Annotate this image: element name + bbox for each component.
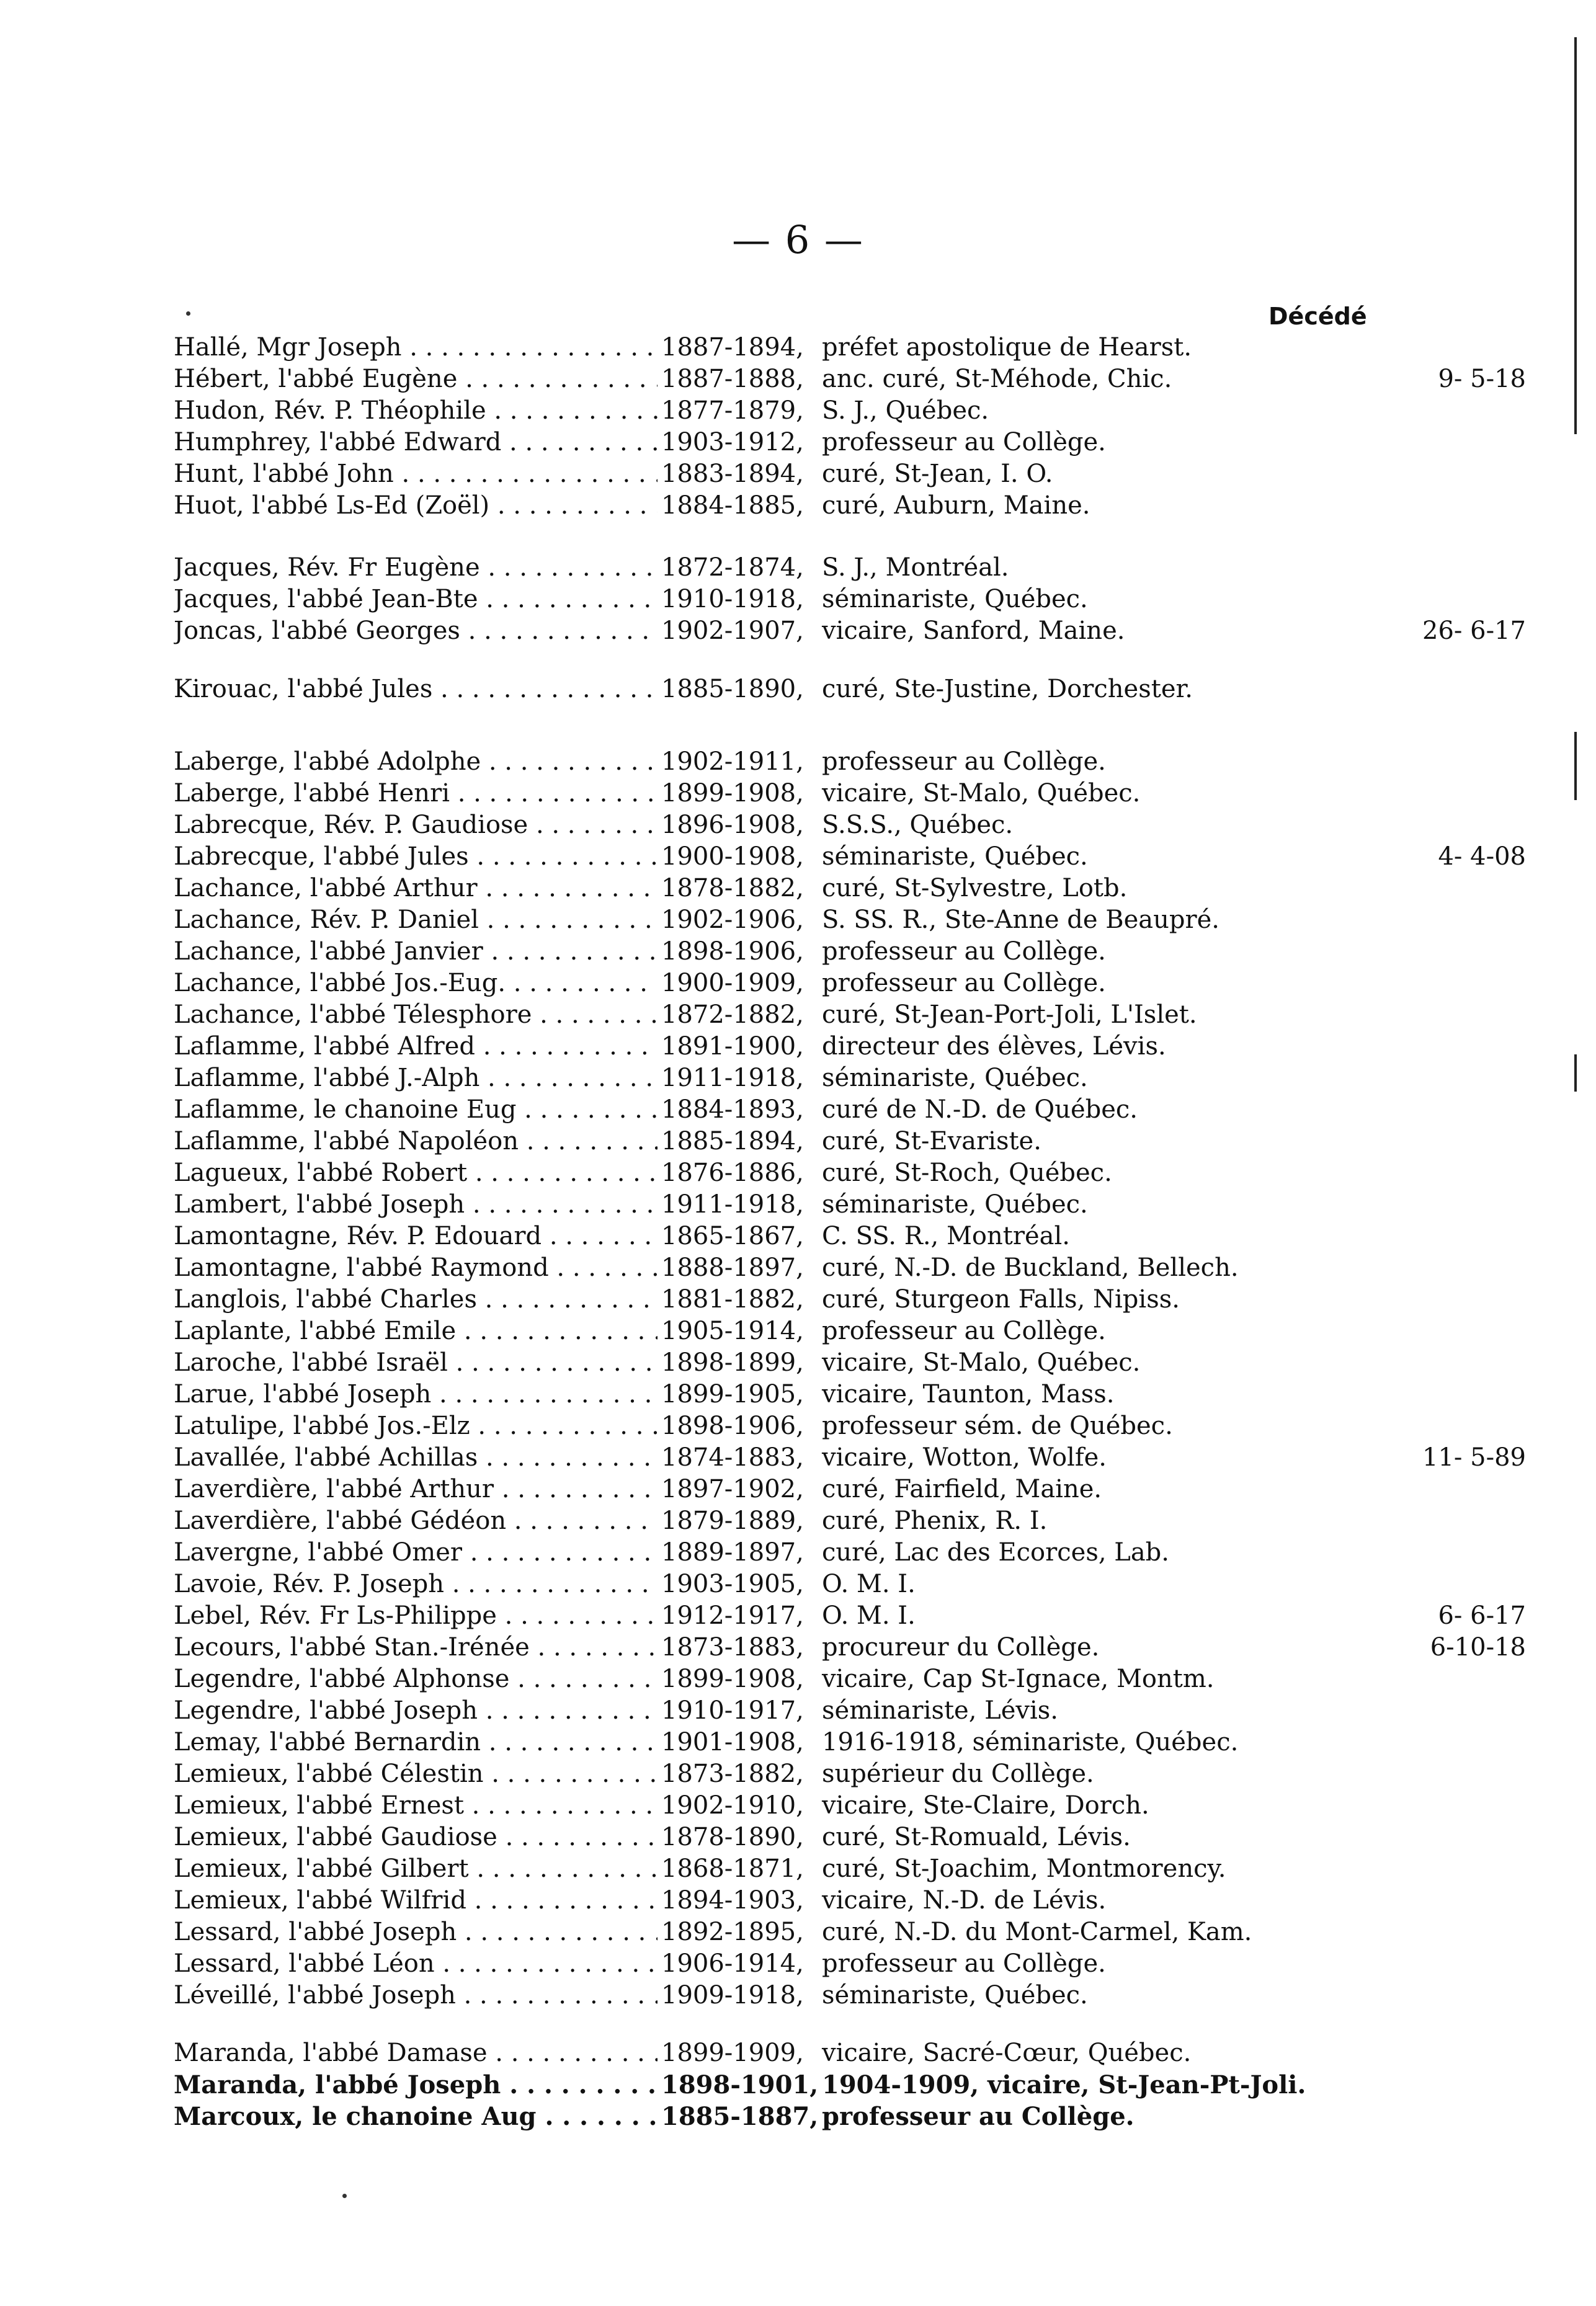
entry-row (174, 1727, 1526, 1758)
entry-years: 1884-1893, (661, 1094, 808, 1126)
entry-info: vicaire, St-Malo, Québec. (822, 1348, 1141, 1377)
entry-years: 1881-1882, (661, 1284, 808, 1315)
entry-row (174, 363, 1526, 395)
entry-row (174, 1284, 1526, 1315)
entry-name: Lachance, l'abbé Télesphore . . . (174, 999, 658, 1031)
entry-row (174, 1031, 1526, 1062)
entry-name: Hunt, l'abbé John . . . (174, 458, 658, 490)
entry-info: O. M. I. (822, 1601, 916, 1630)
entry-info: séminariste, Québec. (822, 585, 1088, 613)
entry-name: Laberge, l'abbé Henri . . . (174, 778, 658, 809)
entry-info: S. J., Montréal. (822, 553, 1009, 582)
entry-row (174, 1885, 1526, 1916)
stray-dot (186, 311, 190, 316)
entry-name: Lemieux, l'abbé Wilfrid . . . (174, 1885, 658, 1916)
entry-years: 1898-1899, (661, 1347, 808, 1379)
entry-row (174, 1062, 1526, 1094)
entry-row (174, 1758, 1526, 1790)
entry-years: 1902-1910, (661, 1790, 808, 1822)
entry-row (174, 1505, 1526, 1537)
section-k (174, 674, 1526, 705)
entry-row (174, 841, 1526, 873)
entry-info: curé, St-Evariste. (822, 1127, 1041, 1155)
entry-row (174, 1189, 1526, 1221)
entry-row (174, 1347, 1526, 1379)
entry-died: 6- 6-17 (1438, 1601, 1526, 1630)
entry-info: 1916-1918, séminariste, Québec. (822, 1728, 1239, 1756)
entry-years: 1894-1903, (661, 1885, 808, 1916)
entry-name: Lessard, l'abbé Léon . . . (174, 1948, 658, 1980)
entry-name: Lachance, Rév. P. Daniel . . . (174, 904, 658, 936)
entry-info: curé, Auburn, Maine. (822, 491, 1090, 520)
entry-name: Lemieux, l'abbé Gilbert . . . (174, 1853, 658, 1885)
entry-name: Lecours, l'abbé Stan.-Irénée . . . (174, 1632, 658, 1663)
entry-died: 9- 5-18 (1438, 365, 1526, 393)
entry-info: curé, St-Jean, I. O. (822, 460, 1053, 488)
entry-years: 1901-1908, (661, 1727, 808, 1758)
entry-name: Laflamme, l'abbé Alfred . . . (174, 1031, 658, 1062)
entry-name: Langlois, l'abbé Charles . . . (174, 1284, 658, 1315)
entry-years: 1865-1867, (661, 1221, 808, 1252)
entry-row (174, 1663, 1526, 1695)
entry-info: curé, N.-D. du Mont-Carmel, Kam. (822, 1918, 1252, 1946)
entry-info: curé, St-Jean-Port-Joli, L'Islet. (822, 1000, 1197, 1029)
entry-years: 1903-1912, (661, 427, 808, 458)
entry-info: curé, St-Sylvestre, Lotb. (822, 874, 1128, 902)
entry-row (174, 1537, 1526, 1569)
entry-row (174, 1916, 1526, 1948)
entry-info: professeur au Collège. (822, 1949, 1106, 1978)
entry-name: Lavoie, Rév. P. Joseph . . . (174, 1569, 658, 1600)
entry-name: Lessard, l'abbé Joseph . . . (174, 1916, 658, 1948)
entry-name: Lemieux, l'abbé Gaudiose . . . (174, 1822, 658, 1853)
entry-row (174, 1980, 1526, 2011)
entry-died: 11- 5-89 (1422, 1443, 1526, 1472)
entry-info: séminariste, Québec. (822, 1190, 1088, 1219)
entry-name: Latulipe, l'abbé Jos.-Elz . . . (174, 1410, 658, 1442)
entry-name: Legendre, l'abbé Joseph . . . (174, 1695, 658, 1727)
entry-info: professeur sém. de Québec. (822, 1412, 1173, 1440)
entry-years: 1899-1905, (661, 1379, 808, 1410)
entry-name: Hallé, Mgr Joseph . . . (174, 332, 658, 363)
entry-info: C. SS. R., Montréal. (822, 1222, 1070, 1250)
entry-info: professeur au Collège. (822, 969, 1106, 997)
entry-info: S. J., Québec. (822, 396, 989, 425)
entry-info: curé de N.-D. de Québec. (822, 1095, 1138, 1124)
entry-years: 1889-1897, (661, 1537, 808, 1569)
section-h (174, 332, 1526, 522)
entry-row (174, 1221, 1526, 1252)
entry-info: curé, St-Roch, Québec. (822, 1159, 1112, 1187)
entry-years: 1898-1901, (661, 2069, 822, 2101)
entry-info: vicaire, N.-D. de Lévis. (822, 1886, 1107, 1915)
entry-info: séminariste, Québec. (822, 1981, 1088, 2010)
entry-years: 1906-1914, (661, 1948, 808, 1980)
entry-years: 1891-1900, (661, 1031, 808, 1062)
entry-name: Hébert, l'abbé Eugène . . . (174, 363, 658, 395)
entry-name: Lavergne, l'abbé Omer . . . (174, 1537, 658, 1569)
entry-years: 1878-1890, (661, 1822, 808, 1853)
entry-name: Lamontagne, l'abbé Raymond . . . (174, 1252, 658, 1284)
entry-row (174, 873, 1526, 904)
entry-name: Laflamme, l'abbé J.-Alph . . . (174, 1062, 658, 1094)
entry-info: S.S.S., Québec. (822, 811, 1014, 839)
entry-row (174, 1379, 1526, 1410)
entry-name: Larue, l'abbé Joseph . . . (174, 1379, 658, 1410)
entry-info: vicaire, Sacré-Cœur, Québec. (822, 2039, 1192, 2067)
entry-name: Lavallée, l'abbé Achillas . . . (174, 1442, 658, 1474)
entry-years: 1896-1908, (661, 809, 808, 841)
section-l (174, 746, 1526, 2011)
entry-row (174, 1094, 1526, 1126)
entry-row (174, 1157, 1526, 1189)
entry-years: 1888-1897, (661, 1252, 808, 1284)
entry-info: professeur au Collège. (822, 2102, 1135, 2131)
entry-name: Lachance, l'abbé Jos.-Eug. . . . (174, 968, 658, 999)
entry-row (174, 1252, 1526, 1284)
entry-info: directeur des élèves, Lévis. (822, 1032, 1166, 1061)
entry-info: séminariste, Lévis. (822, 1696, 1059, 1725)
entry-info: vicaire, Sanford, Maine. (822, 617, 1125, 645)
entry-years: 1885-1887, (661, 2101, 822, 2132)
entry-info: S. SS. R., Ste-Anne de Beaupré. (822, 906, 1220, 934)
column-header-deceased: Décédé (1268, 303, 1367, 330)
page-number: — 6 — (732, 217, 864, 262)
margin-rule-lower (1574, 1054, 1577, 1092)
entry-years: 1899-1908, (661, 1663, 808, 1695)
entry-years: 1899-1909, (661, 2037, 808, 2069)
entry-row (174, 427, 1526, 458)
entry-name: Lemieux, l'abbé Ernest . . . (174, 1790, 658, 1822)
entry-years: 1905-1914, (661, 1315, 808, 1347)
entry-years: 1900-1909, (661, 968, 808, 999)
entry-info: préfet apostolique de Hearst. (822, 333, 1192, 362)
entry-name: Maranda, l'abbé Joseph . . . (174, 2069, 658, 2101)
entry-years: 1868-1871, (661, 1853, 808, 1885)
entry-row (174, 1410, 1526, 1442)
entry-row (174, 395, 1526, 427)
entry-years: 1912-1917, (661, 1600, 808, 1632)
entry-name: Léveillé, l'abbé Joseph . . . (174, 1980, 658, 2011)
entry-row (174, 968, 1526, 999)
entry-name: Laverdière, l'abbé Gédéon . . . (174, 1505, 658, 1537)
entry-info: curé, Ste-Justine, Dorchester. (822, 675, 1193, 703)
entry-name: Kirouac, l'abbé Jules . . . (174, 674, 658, 705)
entry-name: Lemay, l'abbé Bernardin . . . (174, 1727, 658, 1758)
entry-years: 1878-1882, (661, 873, 808, 904)
entry-name: Humphrey, l'abbé Edward . . . (174, 427, 658, 458)
entry-info: curé, St-Romuald, Lévis. (822, 1823, 1131, 1851)
entry-years: 1900-1908, (661, 841, 808, 873)
entry-years: 1872-1874, (661, 552, 808, 584)
entry-name: Lachance, l'abbé Arthur . . . (174, 873, 658, 904)
entry-years: 1872-1882, (661, 999, 808, 1031)
entry-info: professeur au Collège. (822, 1317, 1106, 1345)
entry-row (174, 999, 1526, 1031)
entry-row (174, 1569, 1526, 1600)
entry-name: Laplante, l'abbé Emile . . . (174, 1315, 658, 1347)
entry-row (174, 1790, 1526, 1822)
entry-row (174, 1853, 1526, 1885)
entry-row (174, 674, 1526, 705)
entry-info: professeur au Collège. (822, 428, 1106, 456)
entry-info: vicaire, St-Malo, Québec. (822, 779, 1141, 808)
entry-years: 1885-1890, (661, 674, 808, 705)
entry-info: supérieur du Collège. (822, 1760, 1094, 1788)
entry-info: curé, St-Joachim, Montmorency. (822, 1854, 1226, 1883)
entry-name: Maranda, l'abbé Damase . . . (174, 2037, 658, 2069)
entry-years: 1911-1918, (661, 1062, 808, 1094)
entry-info: professeur au Collège. (822, 747, 1106, 776)
entry-name: Laverdière, l'abbé Arthur . . . (174, 1474, 658, 1505)
entry-row (174, 1632, 1526, 1663)
entry-info: procureur du Collège. (822, 1633, 1100, 1662)
section-m (174, 2037, 1526, 2132)
entry-row (174, 2069, 1526, 2101)
entry-died: 6-10-18 (1430, 1633, 1526, 1662)
entry-years: 1884-1885, (661, 490, 808, 522)
entry-years: 1873-1882, (661, 1758, 808, 1790)
entry-name: Laflamme, le chanoine Eug . . . (174, 1094, 658, 1126)
entry-info: O. M. I. (822, 1570, 916, 1598)
entry-years: 1902-1911, (661, 746, 808, 778)
entry-name: Lachance, l'abbé Janvier . . . (174, 936, 658, 968)
entry-name: Jacques, l'abbé Jean-Bte . . . (174, 584, 658, 615)
entry-info: séminariste, Québec. (822, 842, 1088, 871)
entry-name: Lebel, Rév. Fr Ls-Philippe . . . (174, 1600, 658, 1632)
entry-row (174, 1695, 1526, 1727)
entry-years: 1879-1889, (661, 1505, 808, 1537)
entry-years: 1873-1883, (661, 1632, 808, 1663)
entry-years: 1876-1886, (661, 1157, 808, 1189)
entry-years: 1877-1879, (661, 395, 808, 427)
entry-info: vicaire, Ste-Claire, Dorch. (822, 1791, 1149, 1820)
entry-info: curé, Fairfield, Maine. (822, 1475, 1102, 1503)
entry-row (174, 1474, 1526, 1505)
entry-row (174, 936, 1526, 968)
entry-years: 1897-1902, (661, 1474, 808, 1505)
entry-row (174, 1822, 1526, 1853)
entry-name: Laflamme, l'abbé Napoléon . . . (174, 1126, 658, 1157)
entry-info: vicaire, Cap St-Ignace, Montm. (822, 1665, 1215, 1693)
entry-info: professeur au Collège. (822, 937, 1106, 966)
margin-rule-middle (1574, 732, 1577, 800)
entry-info: curé, N.-D. de Buckland, Bellech. (822, 1253, 1239, 1282)
entry-years: 1902-1906, (661, 904, 808, 936)
entry-row (174, 746, 1526, 778)
stray-dot (342, 2194, 347, 2198)
entry-row (174, 904, 1526, 936)
entry-died: 26- 6-17 (1422, 617, 1526, 645)
entry-name: Labrecque, l'abbé Jules . . . (174, 841, 658, 873)
entry-info: séminariste, Québec. (822, 1064, 1088, 1092)
entry-info: anc. curé, St-Méhode, Chic. (822, 365, 1172, 393)
entry-info: vicaire, Wotton, Wolfe. (822, 1443, 1107, 1472)
entry-row (174, 809, 1526, 841)
entry-row (174, 1600, 1526, 1632)
entry-years: 1902-1907, (661, 615, 808, 647)
entry-info: curé, Sturgeon Falls, Nipiss. (822, 1285, 1180, 1314)
entry-name: Laroche, l'abbé Israël . . . (174, 1347, 658, 1379)
entry-row (174, 1315, 1526, 1347)
entry-years: 1885-1894, (661, 1126, 808, 1157)
entry-name: Legendre, l'abbé Alphonse . . . (174, 1663, 658, 1695)
entry-name: Lagueux, l'abbé Robert . . . (174, 1157, 658, 1189)
entry-row (174, 458, 1526, 490)
entry-died: 4- 4-08 (1438, 842, 1526, 871)
entry-name: Lemieux, l'abbé Célestin . . . (174, 1758, 658, 1790)
entry-row (174, 615, 1526, 647)
entry-years: 1883-1894, (661, 458, 808, 490)
entry-years: 1903-1905, (661, 1569, 808, 1600)
entry-years: 1899-1908, (661, 778, 808, 809)
entry-info: 1904-1909, vicaire, St-Jean-Pt-Joli. (822, 2070, 1306, 2099)
entry-years: 1910-1918, (661, 584, 808, 615)
entry-years: 1898-1906, (661, 936, 808, 968)
entry-info: vicaire, Taunton, Mass. (822, 1380, 1115, 1409)
margin-rule-top (1574, 37, 1577, 434)
entry-row (174, 1948, 1526, 1980)
entry-info: curé, Lac des Ecorces, Lab. (822, 1538, 1169, 1567)
entry-name: Labrecque, Rév. P. Gaudiose . . . (174, 809, 658, 841)
entry-row (174, 2037, 1526, 2069)
entry-name: Joncas, l'abbé Georges . . . (174, 615, 658, 647)
entry-row (174, 490, 1526, 522)
entry-name: Lambert, l'abbé Joseph . . . (174, 1189, 658, 1221)
entry-row (174, 2101, 1526, 2132)
entry-years: 1911-1918, (661, 1189, 808, 1221)
entry-years: 1887-1888, (661, 363, 808, 395)
entry-name: Marcoux, le chanoine Aug . . . (174, 2101, 658, 2132)
entry-info: curé, Phenix, R. I. (822, 1507, 1048, 1535)
entry-name: Hudon, Rév. P. Théophile . . . (174, 395, 658, 427)
entry-row (174, 1126, 1526, 1157)
entry-years: 1898-1906, (661, 1410, 808, 1442)
entry-row (174, 584, 1526, 615)
entry-name: Jacques, Rév. Fr Eugène . . . (174, 552, 658, 584)
entry-name: Lamontagne, Rév. P. Edouard . . . (174, 1221, 658, 1252)
entry-years: 1874-1883, (661, 1442, 808, 1474)
section-j (174, 552, 1526, 647)
entry-years: 1887-1894, (661, 332, 808, 363)
entry-name: Huot, l'abbé Ls-Ed (Zoël) . . . (174, 490, 658, 522)
entry-name: Laberge, l'abbé Adolphe . . . (174, 746, 658, 778)
entry-years: 1909-1918, (661, 1980, 808, 2011)
entry-years: 1910-1917, (661, 1695, 808, 1727)
entry-row (174, 332, 1526, 363)
entry-row (174, 778, 1526, 809)
entry-row (174, 1442, 1526, 1474)
entry-row (174, 552, 1526, 584)
entry-years: 1892-1895, (661, 1916, 808, 1948)
